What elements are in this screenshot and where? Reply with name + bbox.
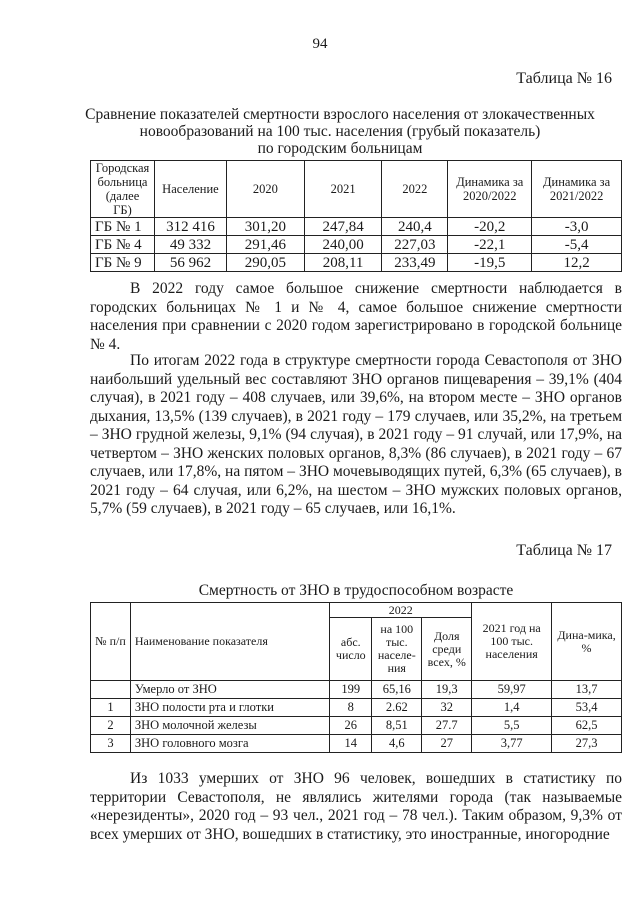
- table16-cell: 240,00: [304, 236, 382, 254]
- table17-cell: 1: [91, 699, 131, 717]
- table17-header-num: № п/п: [91, 603, 131, 681]
- table17-cell: 62,5: [552, 717, 622, 735]
- table16-header: 2020: [226, 161, 304, 218]
- table17-cell: 14: [330, 735, 372, 753]
- table16-title-line: новообразований на 100 тыс. населения (грубый показатель): [139, 123, 541, 140]
- table17-header-name: Наименование показателя: [130, 603, 329, 681]
- table17-cell: 8: [330, 699, 372, 717]
- table17-header-row: [91, 603, 622, 618]
- table17-cell: 199: [330, 681, 372, 699]
- table17-header-year: 2022: [330, 603, 472, 618]
- table16-header: Динамика за 2020/2022: [448, 161, 532, 218]
- table16-cell: 56 962: [154, 254, 226, 272]
- table16-title-line: по городским больницам: [257, 140, 423, 157]
- table16-cell: 291,46: [226, 236, 304, 254]
- table16-title-line: Сравнение показателей смертности взрослого населения от злокачественных: [85, 106, 595, 123]
- paragraph-2: По итогам 2022 года в структуре смертности города Севастополя от ЗНО наибольший удельный вес составляют ЗНО органов пищеварения – 39,1% (404 случая), в 2021 году – 408 случаев, или 39,6%, на втором месте – ЗНО органов дыхания, 13,5% (139 случаев), в 2021 году – 179 случаев, или 35,2%, на третьем – ЗНО грудной железы, 9,1% (94 случая), в 2021 году – 91 случай, или 17,9%, на четвертом – ЗНО женских половых органов, 8,3% (86 случаев), в 2021 году – 67 случаев, или 17,8%, на пятом – ЗНО мочевыводящих путей, 6,3% (65 случаев), в 2021 году – 64 случая, или 6,2%, на шестом – ЗНО мужских половых органов, 5,7% (59 случаев), в 2021 году – 65 случаев, или 16,1%.: [90, 352, 622, 517]
- table16-cell: 49 332: [154, 236, 226, 254]
- table17-cell: 32: [422, 699, 472, 717]
- table16-header: 2021: [304, 161, 382, 218]
- table17-subheader: на 100 тыс. населе-ния: [372, 618, 422, 681]
- table17-cell: 19,3: [422, 681, 472, 699]
- table-row: [91, 218, 622, 236]
- table16-cell: 247,84: [304, 218, 382, 236]
- table16-label: Таблица № 16: [516, 70, 612, 87]
- paragraph-1: В 2022 году самое большое снижение смертности наблюдается в городских больницах № 1 и № 4, самое большое снижение смертности населения при сравнении с 2020 годом зарегистрировано в городской больнице № 4.: [90, 280, 622, 353]
- table-row: [91, 681, 622, 699]
- table16-header: Население: [154, 161, 226, 218]
- table17-cell: 13,7: [552, 681, 622, 699]
- table16-cell: 208,11: [304, 254, 382, 272]
- table17-cell: ЗНО головного мозга: [130, 735, 329, 753]
- table16-cell: 301,20: [226, 218, 304, 236]
- table16-cell: 227,03: [382, 236, 448, 254]
- table17-cell: 59,97: [472, 681, 552, 699]
- table17-cell: 8,51: [372, 717, 422, 735]
- table17-cell: 3,77: [472, 735, 552, 753]
- table17-cell: 1,4: [472, 699, 552, 717]
- table16-cell: -19,5: [448, 254, 532, 272]
- paragraph-3: Из 1033 умерших от ЗНО 96 человек, вошедших в статистику по территории Севастополя, не являлись жителями города (так называемые «нерезиденты», 2020 год – 93 чел., 2021 год – 78 чел.). Таким образом, 9,3% от всех умерших от ЗНО, вошедших в статистику, это иностранные, иногородние: [90, 770, 622, 843]
- table17-cell: 27: [422, 735, 472, 753]
- table17-cell: [91, 681, 131, 699]
- table17-cell: 27.7: [422, 717, 472, 735]
- table16-header: Динамика за 2021/2022: [532, 161, 622, 218]
- table17: [90, 602, 622, 753]
- table17-cell: ЗНО молочной железы: [130, 717, 329, 735]
- table17-subheader: Доля среди всех, %: [422, 618, 472, 681]
- page-number: 94: [312, 36, 328, 52]
- table16-header: Городская больница (далее ГБ): [91, 161, 155, 218]
- table16-cell: 290,05: [226, 254, 304, 272]
- table16-cell: ГБ № 4: [91, 236, 155, 254]
- table17-cell: 5,5: [472, 717, 552, 735]
- table17-cell: ЗНО полости рта и глотки: [130, 699, 329, 717]
- table16-cell: 12,2: [532, 254, 622, 272]
- table16-cell: 233,49: [382, 254, 448, 272]
- table-row: [91, 236, 622, 254]
- table-row: [91, 717, 622, 735]
- table17-header-dynamics: Дина-мика, %: [552, 603, 622, 681]
- table-row: [91, 735, 622, 753]
- table16-cell: -3,0: [532, 218, 622, 236]
- table16-cell: ГБ № 9: [91, 254, 155, 272]
- table16-cell: 240,4: [382, 218, 448, 236]
- table17-subheader: абс. число: [330, 618, 372, 681]
- table16-cell: -22,1: [448, 236, 532, 254]
- table17-cell: 2.62: [372, 699, 422, 717]
- table17-cell: 2: [91, 717, 131, 735]
- table16-header: 2022: [382, 161, 448, 218]
- table17-cell: 4,6: [372, 735, 422, 753]
- table17-cell: 27,3: [552, 735, 622, 753]
- table-row: [91, 254, 622, 272]
- table-row: [91, 699, 622, 717]
- table17-title: Смертность от ЗНО в трудоспособном возрасте: [198, 582, 514, 599]
- table16-cell: 312 416: [154, 218, 226, 236]
- table16: [90, 160, 622, 272]
- table17-label: Таблица № 17: [516, 542, 612, 559]
- table16-header-row: [91, 161, 622, 218]
- table16-cell: -20,2: [448, 218, 532, 236]
- table17-header-2021: 2021 год на 100 тыс. населения: [472, 603, 552, 681]
- table16-cell: -5,4: [532, 236, 622, 254]
- table17-cell: 65,16: [372, 681, 422, 699]
- table17-cell: 53,4: [552, 699, 622, 717]
- table17-cell: 3: [91, 735, 131, 753]
- table16-cell: ГБ № 1: [91, 218, 155, 236]
- table17-cell: 26: [330, 717, 372, 735]
- table16-title: [60, 106, 620, 157]
- table17-cell: Умерло от ЗНО: [130, 681, 329, 699]
